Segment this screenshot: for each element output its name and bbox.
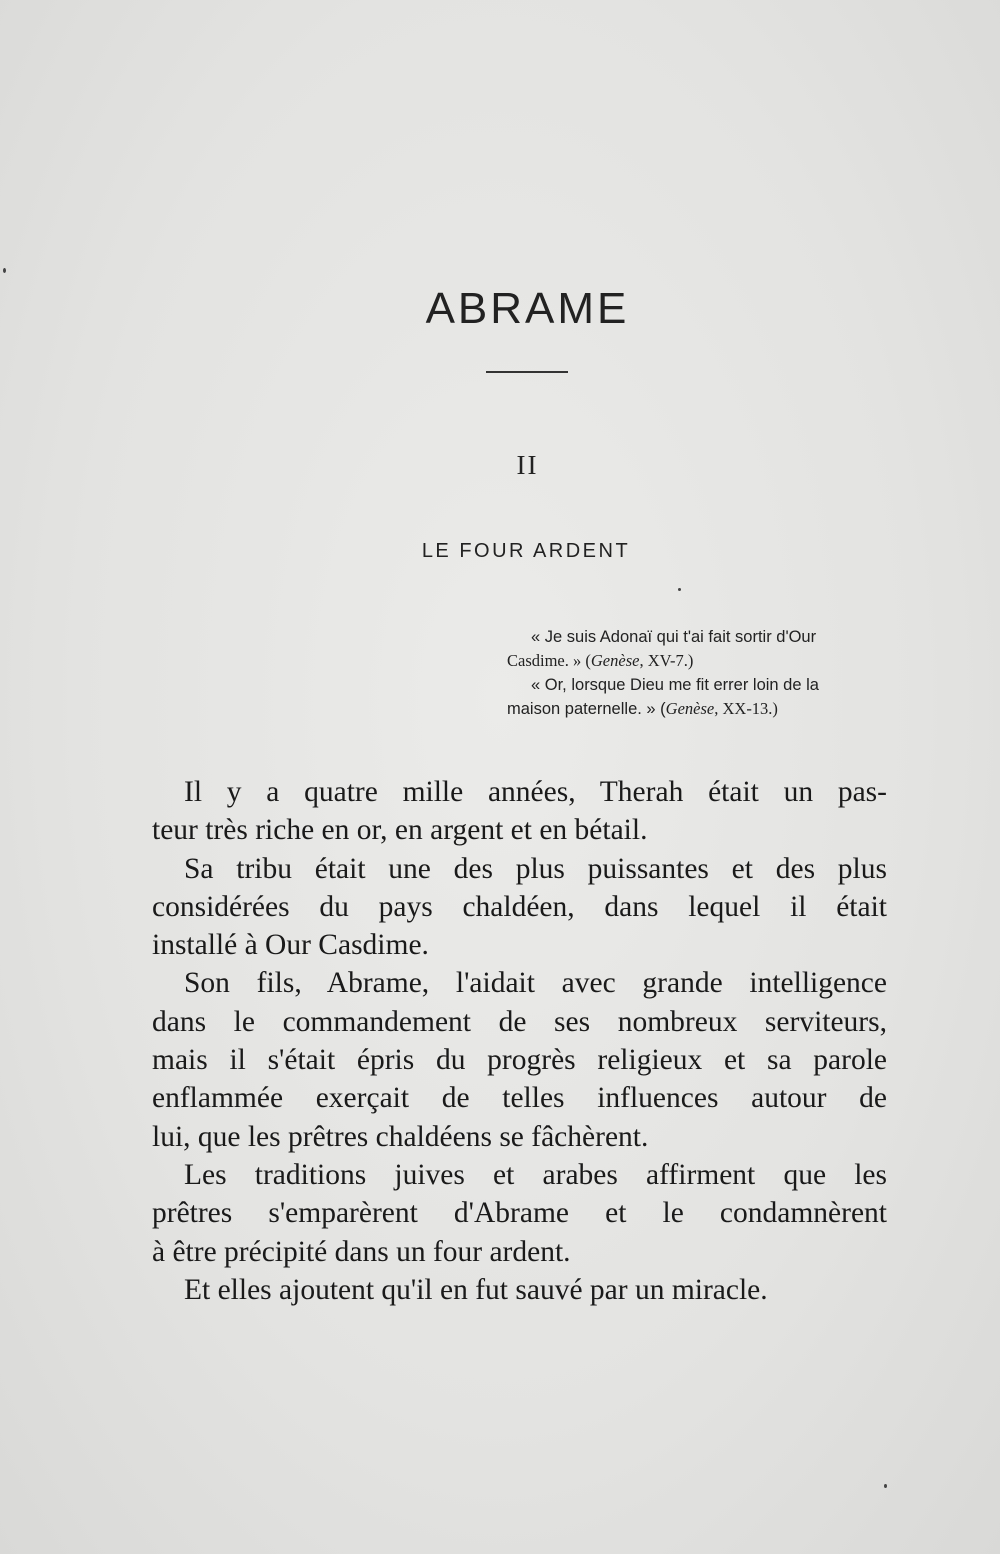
chapter-subtitle: LE FOUR ARDENT (421, 540, 631, 562)
paragraph-line: teur très riche en or, en argent et en bétail. (152, 814, 648, 847)
paragraph-line: mais il s'était épris du progrès religieux et sa parole (152, 1044, 887, 1077)
paper-speck (884, 1484, 887, 1488)
title-rule (486, 371, 568, 373)
chapter-number: II (516, 450, 539, 480)
epigraph (507, 625, 892, 721)
paragraph-line: Et elles ajoutent qu'il en fut sauvé par un miracle. (184, 1273, 768, 1306)
paragraph-line: enflammée exerçait de telles influences autour de (152, 1082, 887, 1115)
paper-speck (678, 588, 681, 591)
epigraph-quote (507, 673, 892, 721)
epigraph-ref: , XX-13.) (714, 699, 778, 718)
paragraph-line: lui, que les prêtres chaldéens se fâchèrent. (152, 1120, 649, 1153)
epigraph-ref: , XV-7.) (639, 651, 694, 670)
epigraph-source: Genèse (665, 699, 715, 718)
paragraph-line: Son fils, Abrame, l'aidait avec grande intelligence (184, 967, 887, 1000)
epigraph-line: Casdime. » ( (507, 651, 591, 670)
epigraph-line: « Or, lorsque Dieu me fit errer loin de la (531, 676, 819, 694)
body-text (152, 773, 887, 1309)
epigraph-line: « Je suis Adonaï qui t'ai fait sortir d'Our (531, 628, 817, 646)
page-title: ABRAME (425, 284, 630, 333)
paragraph-line: Il y a quatre mille années, Therah était un pas- (184, 776, 887, 808)
paragraph-line: Sa tribu était une des plus puissantes et des plus (184, 852, 887, 885)
paragraph-line: considérées du pays chaldéen, dans lequel il était (152, 890, 887, 923)
epigraph-line: maison paternelle. » ( (507, 700, 666, 718)
epigraph-quote (507, 625, 892, 673)
paragraph-line: à être précipité dans un four ardent. (152, 1235, 571, 1268)
paragraph-line: dans le commandement de ses nombreux serviteurs, (152, 1005, 887, 1038)
paragraph-line: prêtres s'emparèrent d'Abrame et le condamnèrent (152, 1197, 887, 1230)
paragraph-line: Les traditions juives et arabes affirment que les (184, 1158, 887, 1191)
epigraph-source: Genèse (590, 651, 640, 670)
paper-speck (3, 268, 6, 273)
paragraph-line: installé à Our Casdime. (152, 929, 429, 962)
